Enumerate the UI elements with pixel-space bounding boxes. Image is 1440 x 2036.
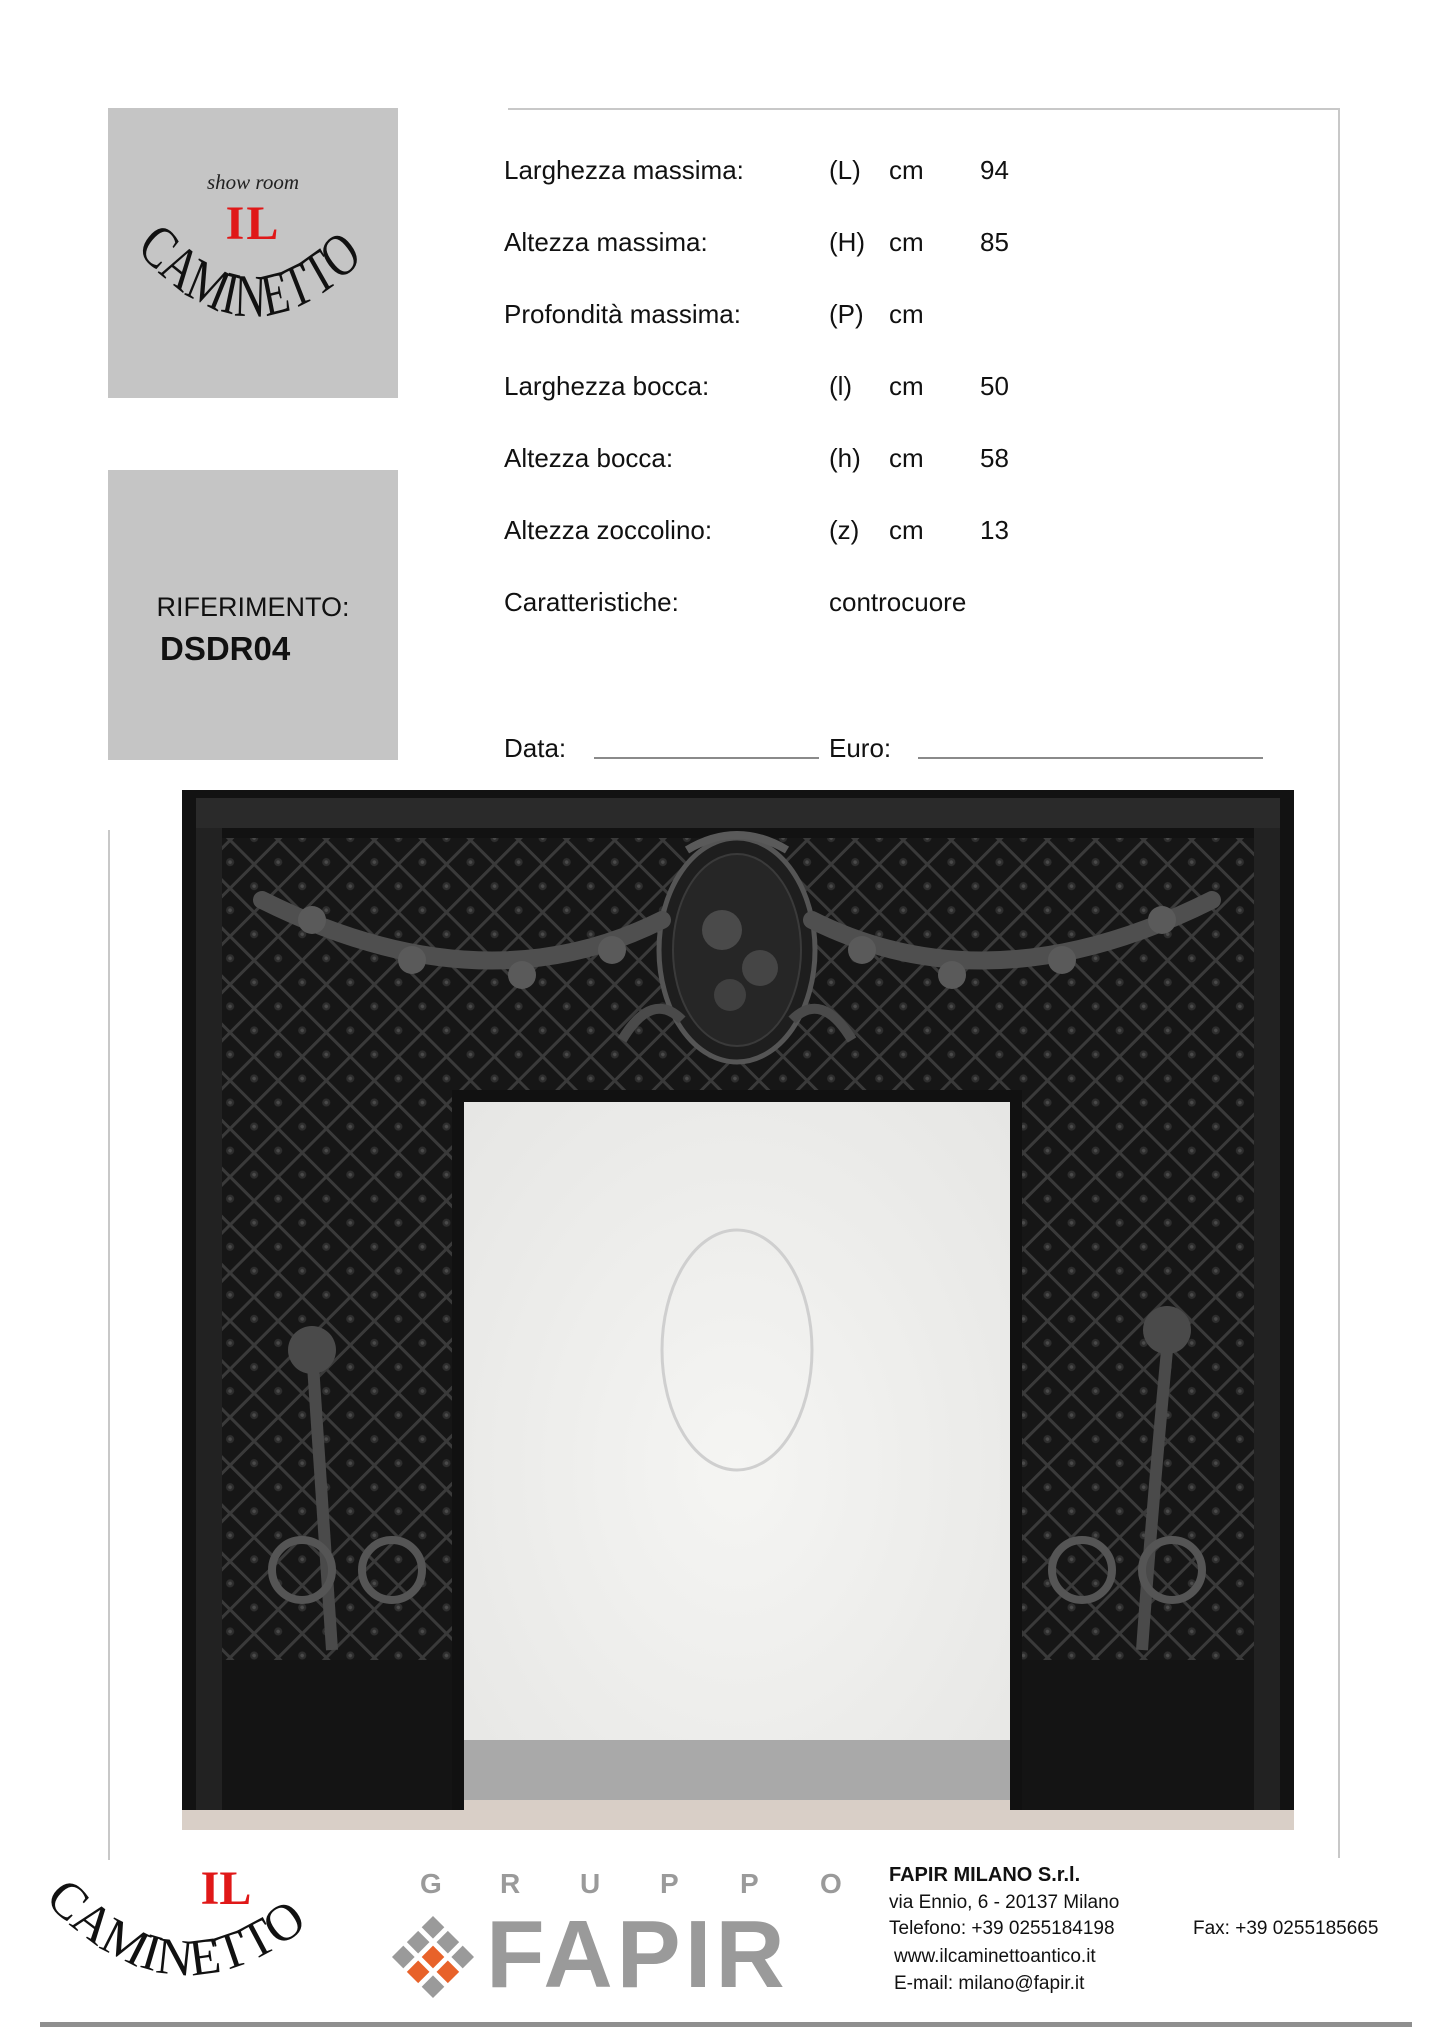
- frame-right-line: [1338, 108, 1340, 1858]
- logo-caminetto-arc: [108, 108, 398, 398]
- spec-label: Altezza zoccolino:: [504, 515, 713, 545]
- footer-logo-il: IL: [200, 1862, 252, 1915]
- logo-showroom-text: show room: [207, 170, 299, 194]
- date-label: Data:: [504, 733, 567, 763]
- company-address: via Ennio, 6 - 20137 Milano: [889, 1892, 1120, 1913]
- email-link[interactable]: E-mail: milano@fapir.it: [894, 1973, 1085, 1994]
- spec-value: 94: [980, 155, 1009, 185]
- gruppo-letter: O: [820, 1868, 842, 1899]
- reference-box: [108, 470, 398, 760]
- showroom-logo: [108, 108, 398, 398]
- features-label: Caratteristiche:: [504, 587, 679, 617]
- spec-symbol: (H): [829, 227, 866, 257]
- gruppo-letter: P: [660, 1868, 679, 1899]
- spec-symbol: (L): [829, 155, 861, 185]
- fapir-wordmark: FAPIR: [486, 1901, 789, 2008]
- date-field[interactable]: [594, 757, 819, 759]
- euro-field[interactable]: [918, 757, 1263, 759]
- spec-unit: cm: [889, 515, 924, 545]
- spec-value: 50: [980, 371, 1009, 401]
- spec-unit: cm: [889, 371, 924, 401]
- frame-top-line: [508, 108, 1340, 110]
- bottom-rule: [40, 2022, 1412, 2027]
- spec-label: Altezza bocca:: [504, 443, 674, 473]
- spec-label: Larghezza bocca:: [504, 371, 710, 401]
- company-phone: Telefono: +39 0255184198: [889, 1918, 1115, 1939]
- spec-unit: cm: [889, 155, 924, 185]
- gruppo-letter: U: [580, 1868, 601, 1899]
- spec-label: Larghezza massima:: [504, 155, 744, 185]
- footer-caminetto-logo: [36, 1860, 356, 2020]
- gruppo-letter: P: [740, 1868, 759, 1899]
- spec-label: Altezza massima:: [504, 227, 708, 257]
- reference-label: RIFERIMENTO:: [156, 592, 350, 622]
- spec-value: 58: [980, 443, 1009, 473]
- spec-unit: cm: [889, 443, 924, 473]
- website-link[interactable]: www.ilcaminettoantico.it: [894, 1946, 1096, 1967]
- spec-symbol: (h): [829, 443, 861, 473]
- spec-value: 85: [980, 227, 1009, 257]
- features-value: controcuore: [829, 587, 967, 617]
- svg-text:CAMINETTO: [36, 1868, 316, 1988]
- spec-symbol: (z): [829, 515, 860, 545]
- spec-symbol: (P): [829, 299, 864, 329]
- fireplace-photo: [182, 790, 1294, 1830]
- spec-unit: cm: [889, 227, 924, 257]
- footer-logo-caminetto: CAMINETTO: [36, 1868, 317, 1989]
- spec-symbol: (l): [829, 371, 853, 401]
- gruppo-letter: R: [500, 1868, 521, 1899]
- logo-il-text: IL: [225, 197, 281, 250]
- svg-text:CAMINETTO: [127, 210, 377, 331]
- spec-unit: cm: [889, 299, 924, 329]
- company-name: FAPIR MILANO S.r.l.: [889, 1864, 1081, 1886]
- gruppo-letter: G: [420, 1868, 442, 1899]
- reference-code: DSDR04: [160, 630, 291, 667]
- company-fax: Fax: +39 0255185665: [1193, 1918, 1379, 1939]
- frame-left-line: [108, 830, 110, 1860]
- logo-caminetto-text: CAMINETTO: [127, 210, 377, 331]
- spec-value: 13: [980, 515, 1009, 545]
- euro-label: Euro:: [829, 733, 892, 763]
- spec-label: Profondità massima:: [504, 299, 741, 329]
- fapir-diamond-icon: [388, 1912, 478, 2002]
